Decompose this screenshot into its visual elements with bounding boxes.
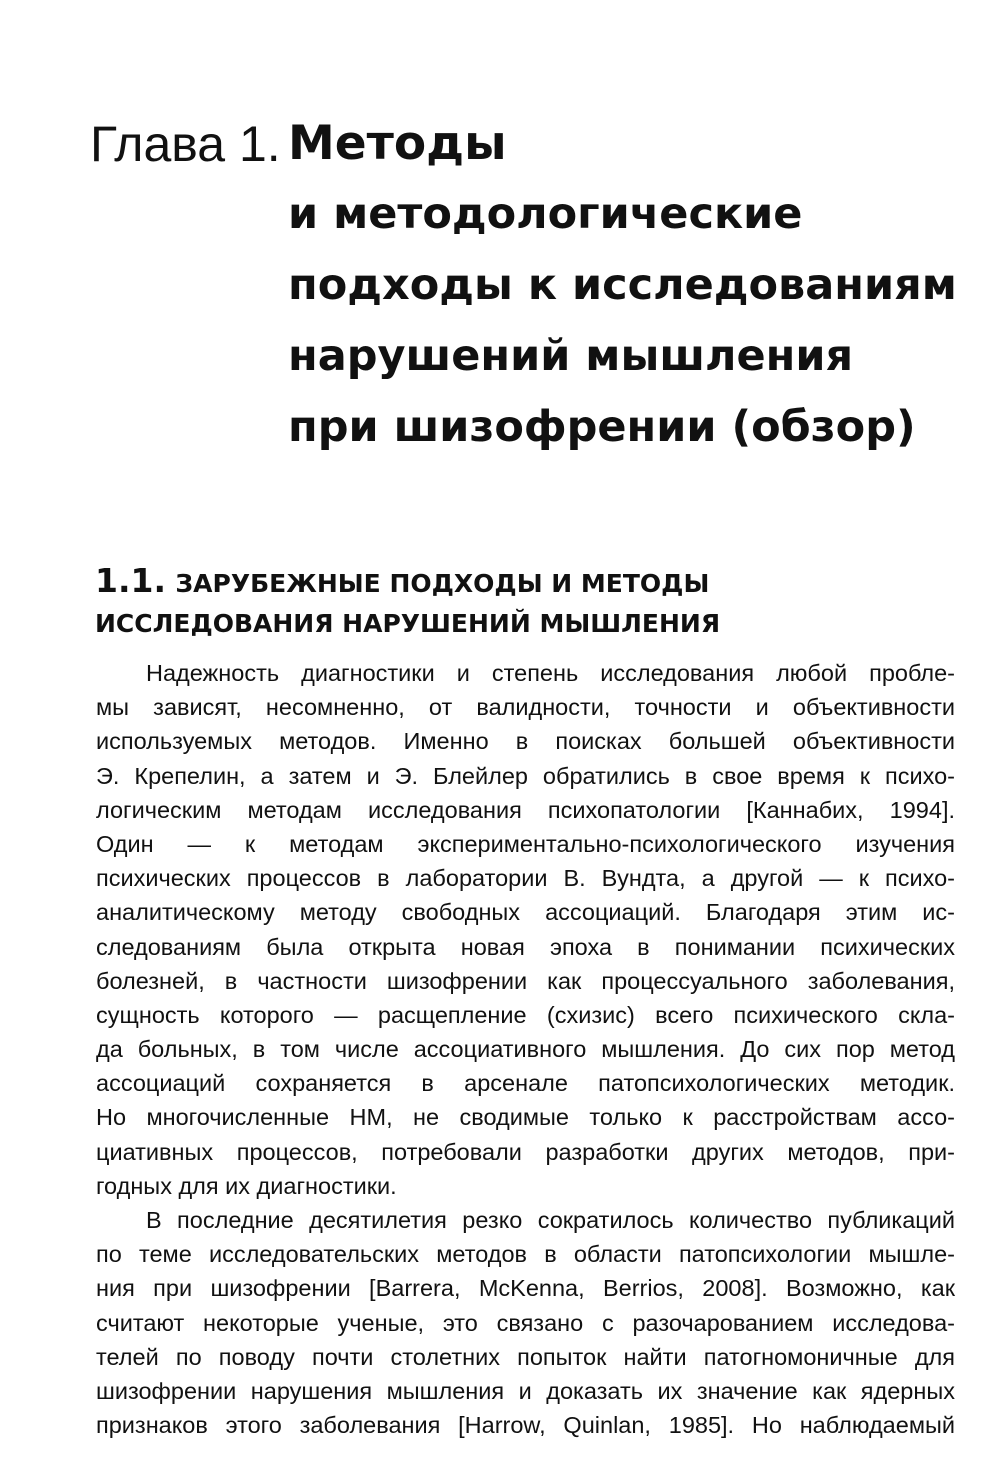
text-line: В последние десятилетия резко сократилось количество публикаций (146, 1207, 955, 1233)
text-line: Но многочисленные НМ, не сводимые только к расстройствам ассо- (96, 1104, 955, 1131)
paragraph (96, 1203, 955, 1442)
text-line: аналитическому методу свободных ассоциаций. Благодаря этим ис- (96, 899, 955, 926)
text-line: ния при шизофрении [Barrera, McKenna, Berrios, 2008]. Возможно, как (96, 1275, 955, 1302)
text-line: телей по поводу почти столетних попыток найти патогномоничные для (96, 1343, 955, 1370)
text-line: признаков этого заболевания [Harrow, Quinlan, 1985]. Но наблюдаемый (96, 1412, 955, 1439)
text-line: считают некоторые ученые, это связано с разочарованием исследова- (96, 1309, 955, 1336)
text-line: Э. Крепелин, а затем и Э. Блейлер обратились в свое время к психо- (96, 762, 955, 789)
chapter-title-line: нарушений мышления (288, 331, 854, 381)
section-title-line: ИССЛЕДОВАНИЯ НАРУШЕНИЙ МЫШЛЕНИЯ (95, 609, 721, 638)
text-line: ассоциаций сохраняется в арсенале патопсихологических методик. (96, 1070, 955, 1097)
text-line: мы зависят, несомненно, от валидности, точности и объективности (96, 694, 955, 721)
chapter-title-line: при шизофрении (обзор) (288, 402, 916, 452)
chapter-title-line: подходы к исследованиям (288, 260, 957, 310)
section-number: 1.1. (95, 561, 166, 600)
paragraph (96, 656, 955, 1203)
text-line: сущность которого — расщепление (схизис) всего психического скла- (96, 1001, 955, 1028)
text-line: по теме исследовательских методов в области патопсихологии мышле- (96, 1241, 955, 1268)
chapter-title-line: и методологические (288, 189, 803, 239)
text-line: циативных процессов, потребовали разработки других методов, при- (96, 1138, 955, 1165)
text-line: используемых методов. Именно в поисках большей объективности (96, 728, 955, 755)
text-line: психических процессов в лаборатории В. Вундта, а другой — к психо- (96, 865, 955, 892)
text-line: Надежность диагностики и степень исследования любой пробле- (146, 660, 955, 686)
section-title-line (95, 561, 955, 604)
chapter-title (288, 108, 968, 463)
text-line: Один — к методам экспериментально-психологического изучения (96, 830, 955, 857)
text-line: да больных, в том числе ассоциативного мышления. До сих пор метод (96, 1036, 955, 1063)
chapter-title-line: Методы (288, 116, 507, 171)
text-line: годных для их диагностики. (96, 1172, 397, 1199)
body-text (96, 656, 955, 1442)
text-line: логическим методам исследования психопатологии [Каннабих, 1994]. (96, 796, 955, 823)
section-title-text: ЗАРУБЕЖНЫЕ ПОДХОДЫ И МЕТОДЫ (175, 569, 710, 598)
text-line: болезней, в частности шизофрении как процессуального заболевания, (96, 967, 955, 994)
chapter-label: Глава 1. (90, 116, 281, 172)
text-line: следованиям была открыта новая эпоха в понимании психических (96, 933, 955, 960)
section-heading (95, 561, 955, 644)
text-line: шизофрении нарушения мышления и доказать их значение как ядерных (96, 1377, 955, 1404)
